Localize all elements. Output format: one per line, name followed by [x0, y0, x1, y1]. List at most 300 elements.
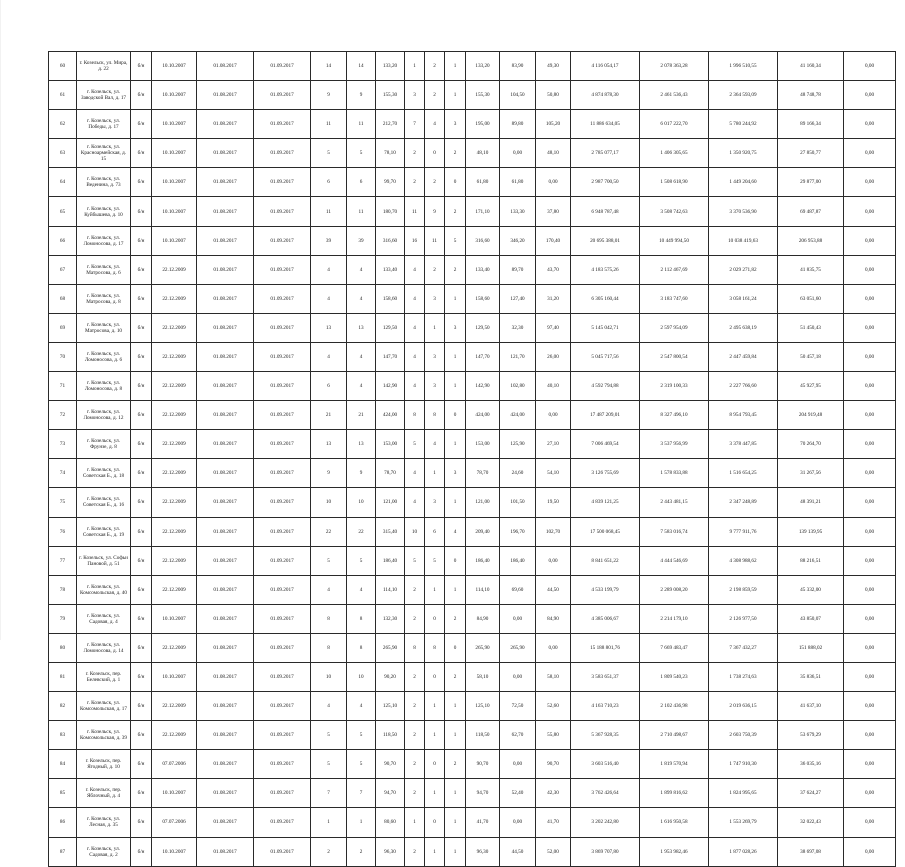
cell-rooms-total: 2 — [405, 750, 425, 779]
cell-municipal-area: 84,90 — [536, 604, 571, 633]
cell-rooms-total: 3 — [405, 81, 425, 110]
cell-rooms-private: 1 — [425, 779, 445, 808]
cell-row-number: 78 — [49, 575, 77, 604]
cell-program-date: 07.07.2006 — [152, 808, 197, 837]
cell-resettlement-start: 01.08.2017 — [197, 313, 254, 342]
cell-private-area: 0,00 — [500, 750, 536, 779]
cell-regional-funds: 3 370 536,90 — [709, 197, 778, 226]
cell-residents-relocated: 9 — [347, 459, 376, 488]
cell-rooms-municipal: 2 — [445, 139, 466, 168]
cell-rooms-total: 1 — [405, 808, 425, 837]
cell-program-date: 22.12.2009 — [152, 459, 197, 488]
cell-document-number: б/н — [131, 139, 152, 168]
cell-residents-relocated: 6 — [347, 168, 376, 197]
cell-resettlement-end: 01.09.2017 — [254, 401, 311, 430]
cell-relocated-area: 90,70 — [466, 750, 500, 779]
cell-residents-count: 7 — [311, 779, 347, 808]
cell-row-number: 64 — [49, 168, 77, 197]
cell-document-number: б/н — [131, 110, 152, 139]
cell-resettlement-start: 01.08.2017 — [197, 255, 254, 284]
cell-total-cost: 17 500 068,45 — [571, 517, 640, 546]
cell-rooms-total: 2 — [405, 837, 425, 866]
cell-relocated-area: 94,70 — [466, 779, 500, 808]
cell-extra-funds: 0,00 — [844, 430, 896, 459]
cell-extra-funds: 0,00 — [844, 342, 896, 371]
cell-row-number: 67 — [49, 255, 77, 284]
cell-residents-count: 14 — [311, 52, 347, 81]
cell-rooms-municipal: 1 — [445, 721, 466, 750]
cell-row-number: 80 — [49, 633, 77, 662]
cell-federal-funds: 1 953 982,46 — [640, 837, 709, 866]
cell-total-cost: 8 841 651,22 — [571, 546, 640, 575]
cell-total-area: 265,90 — [376, 633, 405, 662]
cell-private-area: 69,60 — [500, 575, 536, 604]
cell-program-date: 10.10.2007 — [152, 662, 197, 691]
cell-local-funds: 31 267,56 — [778, 459, 844, 488]
cell-regional-funds: 1 824 995,65 — [709, 779, 778, 808]
cell-extra-funds: 0,00 — [844, 284, 896, 313]
table-row — [49, 692, 896, 721]
cell-residents-relocated: 5 — [347, 750, 376, 779]
cell-residents-relocated: 13 — [347, 430, 376, 459]
cell-rooms-private: 0 — [425, 808, 445, 837]
cell-regional-funds: 1 350 920,75 — [709, 139, 778, 168]
cell-row-number: 68 — [49, 284, 77, 313]
cell-resettlement-start: 01.08.2017 — [197, 779, 254, 808]
cell-residents-count: 4 — [311, 342, 347, 371]
cell-residents-relocated: 4 — [347, 575, 376, 604]
cell-document-number: б/н — [131, 517, 152, 546]
cell-extra-funds: 0,00 — [844, 488, 896, 517]
cell-total-area: 132,30 — [376, 604, 405, 633]
cell-residents-relocated: 4 — [347, 284, 376, 313]
cell-program-date: 22.12.2009 — [152, 575, 197, 604]
cell-rooms-municipal: 1 — [445, 284, 466, 313]
cell-document-number: б/н — [131, 168, 152, 197]
cell-local-funds: 37 624,27 — [778, 779, 844, 808]
cell-row-number: 70 — [49, 342, 77, 371]
cell-private-area: 24,60 — [500, 459, 536, 488]
cell-residents-count: 4 — [311, 692, 347, 721]
cell-rooms-private: 0 — [425, 139, 445, 168]
cell-federal-funds: 1 819 570,94 — [640, 750, 709, 779]
cell-relocated-area: 265,90 — [466, 633, 500, 662]
cell-local-funds: 206 953,88 — [778, 226, 844, 255]
cell-total-cost: 2 987 700,50 — [571, 168, 640, 197]
cell-extra-funds: 0,00 — [844, 313, 896, 342]
cell-program-date: 10.10.2007 — [152, 81, 197, 110]
cell-municipal-area: 102,70 — [536, 517, 571, 546]
cell-rooms-total: 7 — [405, 110, 425, 139]
cell-document-number: б/н — [131, 837, 152, 866]
cell-rooms-municipal: 0 — [445, 168, 466, 197]
cell-local-funds: 63 051,60 — [778, 284, 844, 313]
cell-residents-count: 8 — [311, 604, 347, 633]
cell-residents-count: 10 — [311, 488, 347, 517]
cell-regional-funds: 2 495 638,19 — [709, 313, 778, 342]
cell-private-area: 83,90 — [500, 52, 536, 81]
cell-resettlement-end: 01.09.2017 — [254, 837, 311, 866]
cell-rooms-private: 0 — [425, 750, 445, 779]
cell-residents-count: 6 — [311, 372, 347, 401]
cell-residents-relocated: 5 — [347, 721, 376, 750]
cell-municipal-area: 55,80 — [536, 721, 571, 750]
cell-resettlement-end: 01.09.2017 — [254, 284, 311, 313]
cell-residents-relocated: 5 — [347, 546, 376, 575]
cell-rooms-private: 2 — [425, 168, 445, 197]
cell-extra-funds: 0,00 — [844, 692, 896, 721]
cell-document-number: б/н — [131, 604, 152, 633]
cell-rooms-private: 2 — [425, 255, 445, 284]
cell-rooms-total: 16 — [405, 226, 425, 255]
cell-rooms-total: 4 — [405, 255, 425, 284]
cell-extra-funds: 0,00 — [844, 721, 896, 750]
cell-rooms-private: 3 — [425, 372, 445, 401]
cell-rooms-private: 4 — [425, 430, 445, 459]
cell-regional-funds: 3 378 447,85 — [709, 430, 778, 459]
cell-private-area: 72,50 — [500, 692, 536, 721]
cell-extra-funds: 0,00 — [844, 110, 896, 139]
cell-municipal-area: 0,00 — [536, 633, 571, 662]
cell-residents-count: 39 — [311, 226, 347, 255]
cell-total-cost: 17 487 209,01 — [571, 401, 640, 430]
cell-address: г. Козельск, ул. Матросова, д. 6 — [77, 255, 131, 284]
table-row — [49, 721, 896, 750]
cell-extra-funds: 0,00 — [844, 837, 896, 866]
cell-residents-relocated: 39 — [347, 226, 376, 255]
cell-total-area: 316,60 — [376, 226, 405, 255]
cell-address: г. Козельск, ул. Софьи Пановой, д. 51 — [77, 546, 131, 575]
table-row — [49, 139, 896, 168]
cell-rooms-municipal: 0 — [445, 401, 466, 430]
cell-total-cost: 5 367 928,35 — [571, 721, 640, 750]
cell-resettlement-end: 01.09.2017 — [254, 604, 311, 633]
cell-resettlement-start: 01.08.2017 — [197, 662, 254, 691]
cell-rooms-municipal: 3 — [445, 110, 466, 139]
cell-row-number: 60 — [49, 52, 77, 81]
cell-address: г. Козельск, ул. Мира, д. 22 — [77, 52, 131, 81]
cell-total-area: 153,00 — [376, 430, 405, 459]
cell-local-funds: 41 160,34 — [778, 52, 844, 81]
cell-private-area: 0,00 — [500, 604, 536, 633]
cell-private-area: 125,90 — [500, 430, 536, 459]
cell-resettlement-end: 01.09.2017 — [254, 721, 311, 750]
cell-regional-funds: 5 780 244,92 — [709, 110, 778, 139]
cell-residents-relocated: 10 — [347, 488, 376, 517]
cell-resettlement-start: 01.08.2017 — [197, 692, 254, 721]
cell-private-area: 61,80 — [500, 168, 536, 197]
cell-resettlement-start: 01.08.2017 — [197, 197, 254, 226]
cell-residents-relocated: 5 — [347, 139, 376, 168]
cell-residents-count: 11 — [311, 197, 347, 226]
cell-rooms-municipal: 2 — [445, 662, 466, 691]
cell-relocated-area: 424,00 — [466, 401, 500, 430]
cell-local-funds: 48 391,21 — [778, 488, 844, 517]
cell-total-cost: 3 603 516,40 — [571, 750, 640, 779]
cell-resettlement-start: 01.08.2017 — [197, 633, 254, 662]
cell-total-cost: 4 385 006,67 — [571, 604, 640, 633]
cell-relocated-area: 121,00 — [466, 488, 500, 517]
cell-municipal-area: 0,00 — [536, 546, 571, 575]
table-body — [49, 52, 896, 867]
cell-residents-relocated: 2 — [347, 837, 376, 866]
cell-total-area: 96,30 — [376, 837, 405, 866]
cell-local-funds: 151 888,02 — [778, 633, 844, 662]
cell-document-number: б/н — [131, 255, 152, 284]
cell-federal-funds: 2 078 363,28 — [640, 52, 709, 81]
cell-residents-count: 4 — [311, 255, 347, 284]
cell-program-date: 22.12.2009 — [152, 488, 197, 517]
cell-address: г. Козельск, ул. Ломоносова, д. 12 — [77, 401, 131, 430]
cell-rooms-private: 1 — [425, 692, 445, 721]
cell-regional-funds: 7 367 432,27 — [709, 633, 778, 662]
cell-rooms-municipal: 3 — [445, 313, 466, 342]
cell-rooms-municipal: 1 — [445, 808, 466, 837]
cell-address: г. Козельск, пер. Белевский, д. 1 — [77, 662, 131, 691]
table-row — [49, 81, 896, 110]
cell-relocated-area: 48,10 — [466, 139, 500, 168]
cell-resettlement-end: 01.09.2017 — [254, 342, 311, 371]
cell-resettlement-end: 01.09.2017 — [254, 692, 311, 721]
cell-resettlement-end: 01.09.2017 — [254, 81, 311, 110]
cell-resettlement-start: 01.08.2017 — [197, 226, 254, 255]
table-row — [49, 662, 896, 691]
cell-resettlement-end: 01.09.2017 — [254, 313, 311, 342]
cell-regional-funds: 2 447 459,84 — [709, 342, 778, 371]
cell-extra-funds: 0,00 — [844, 633, 896, 662]
cell-rooms-private: 1 — [425, 459, 445, 488]
cell-relocated-area: 209,40 — [466, 517, 500, 546]
cell-private-area: 0,00 — [500, 662, 536, 691]
cell-row-number: 74 — [49, 459, 77, 488]
cell-private-area: 0,00 — [500, 808, 536, 837]
cell-private-area: 121,70 — [500, 342, 536, 371]
cell-total-cost: 4 533 199,79 — [571, 575, 640, 604]
cell-total-cost: 3 126 755,69 — [571, 459, 640, 488]
cell-program-date: 22.12.2009 — [152, 692, 197, 721]
cell-total-cost: 5 045 717,56 — [571, 342, 640, 371]
cell-address: г. Козельск, ул. Ломоносова, д. 6 — [77, 342, 131, 371]
cell-local-funds: 70 264,70 — [778, 430, 844, 459]
cell-total-area: 155,30 — [376, 81, 405, 110]
cell-total-cost: 5 145 042,71 — [571, 313, 640, 342]
cell-row-number: 81 — [49, 662, 77, 691]
cell-extra-funds: 0,00 — [844, 226, 896, 255]
cell-residents-relocated: 14 — [347, 52, 376, 81]
cell-rooms-total: 4 — [405, 459, 425, 488]
cell-local-funds: 88 216,51 — [778, 546, 844, 575]
cell-rooms-municipal: 1 — [445, 430, 466, 459]
cell-federal-funds: 2 112 467,69 — [640, 255, 709, 284]
cell-regional-funds: 2 029 271,82 — [709, 255, 778, 284]
cell-federal-funds: 2 102 436,98 — [640, 692, 709, 721]
cell-residents-relocated: 4 — [347, 692, 376, 721]
cell-row-number: 62 — [49, 110, 77, 139]
cell-regional-funds: 2 603 750,39 — [709, 721, 778, 750]
cell-total-area: 78,70 — [376, 459, 405, 488]
cell-resettlement-end: 01.09.2017 — [254, 546, 311, 575]
cell-row-number: 75 — [49, 488, 77, 517]
cell-relocated-area: 142,90 — [466, 372, 500, 401]
table-row — [49, 546, 896, 575]
cell-rooms-total: 4 — [405, 372, 425, 401]
cell-document-number: б/н — [131, 284, 152, 313]
cell-rooms-total: 2 — [405, 604, 425, 633]
cell-extra-funds: 0,00 — [844, 750, 896, 779]
cell-rooms-municipal: 1 — [445, 692, 466, 721]
cell-total-area: 114,10 — [376, 575, 405, 604]
cell-private-area: 346,20 — [500, 226, 536, 255]
cell-total-area: 133,40 — [376, 255, 405, 284]
cell-row-number: 83 — [49, 721, 77, 750]
cell-resettlement-start: 01.08.2017 — [197, 517, 254, 546]
cell-extra-funds: 0,00 — [844, 52, 896, 81]
cell-relocated-area: 155,30 — [466, 81, 500, 110]
cell-address: г. Козельск, ул. Лесная, д. 35 — [77, 808, 131, 837]
cell-regional-funds: 1 738 274,63 — [709, 662, 778, 691]
cell-municipal-area: 54,10 — [536, 459, 571, 488]
cell-regional-funds: 10 038 419,63 — [709, 226, 778, 255]
cell-relocated-area: 133,40 — [466, 255, 500, 284]
cell-relocated-area: 114,10 — [466, 575, 500, 604]
cell-address: г. Козельск, ул. Советская Б., д. 18 — [77, 459, 131, 488]
cell-rooms-total: 2 — [405, 692, 425, 721]
housing-register-table — [48, 51, 896, 867]
cell-rooms-municipal: 2 — [445, 255, 466, 284]
cell-rooms-total: 10 — [405, 517, 425, 546]
cell-extra-funds: 0,00 — [844, 168, 896, 197]
cell-residents-count: 10 — [311, 662, 347, 691]
cell-rooms-total: 1 — [405, 52, 425, 81]
cell-residents-count: 11 — [311, 110, 347, 139]
cell-residents-count: 5 — [311, 546, 347, 575]
cell-resettlement-end: 01.09.2017 — [254, 459, 311, 488]
cell-rooms-municipal: 1 — [445, 488, 466, 517]
table-row — [49, 372, 896, 401]
cell-row-number: 66 — [49, 226, 77, 255]
cell-private-area: 196,70 — [500, 517, 536, 546]
cell-private-area: 424,00 — [500, 401, 536, 430]
cell-federal-funds: 1 508 618,90 — [640, 168, 709, 197]
cell-regional-funds: 9 777 911,76 — [709, 517, 778, 546]
cell-residents-count: 2 — [311, 837, 347, 866]
cell-local-funds: 204 919,48 — [778, 401, 844, 430]
cell-resettlement-start: 01.08.2017 — [197, 52, 254, 81]
cell-resettlement-end: 01.09.2017 — [254, 110, 311, 139]
cell-municipal-area: 26,00 — [536, 342, 571, 371]
cell-municipal-area: 90,70 — [536, 750, 571, 779]
cell-relocated-area: 41,70 — [466, 808, 500, 837]
cell-residents-relocated: 21 — [347, 401, 376, 430]
cell-document-number: б/н — [131, 633, 152, 662]
cell-private-area: 44,50 — [500, 837, 536, 866]
table-row — [49, 52, 896, 81]
cell-rooms-total: 4 — [405, 284, 425, 313]
cell-local-funds: 41 835,75 — [778, 255, 844, 284]
cell-rooms-private: 5 — [425, 546, 445, 575]
cell-residents-relocated: 8 — [347, 633, 376, 662]
cell-address: г. Козельск, ул. Комсомольская, д. 39 — [77, 721, 131, 750]
cell-resettlement-start: 01.08.2017 — [197, 81, 254, 110]
cell-residents-relocated: 1 — [347, 808, 376, 837]
cell-federal-funds: 8 327 496,10 — [640, 401, 709, 430]
cell-resettlement-end: 01.09.2017 — [254, 197, 311, 226]
cell-residents-relocated: 13 — [347, 313, 376, 342]
cell-resettlement-start: 01.08.2017 — [197, 139, 254, 168]
cell-local-funds: 38 697,08 — [778, 837, 844, 866]
cell-federal-funds: 1 406 305,65 — [640, 139, 709, 168]
cell-total-cost: 4 839 121,25 — [571, 488, 640, 517]
cell-total-area: 121,00 — [376, 488, 405, 517]
cell-row-number: 69 — [49, 313, 77, 342]
cell-residents-count: 21 — [311, 401, 347, 430]
cell-regional-funds: 1 877 028,26 — [709, 837, 778, 866]
cell-rooms-private: 1 — [425, 837, 445, 866]
cell-program-date: 22.12.2009 — [152, 313, 197, 342]
cell-local-funds: 36 035,16 — [778, 750, 844, 779]
cell-federal-funds: 6 017 222,70 — [640, 110, 709, 139]
cell-relocated-area: 84,90 — [466, 604, 500, 633]
cell-rooms-private: 1 — [425, 313, 445, 342]
cell-federal-funds: 1 899 816,62 — [640, 779, 709, 808]
table-row — [49, 255, 896, 284]
cell-total-cost: 3 762 426,64 — [571, 779, 640, 808]
cell-private-area: 265,90 — [500, 633, 536, 662]
cell-residents-relocated: 10 — [347, 662, 376, 691]
cell-federal-funds: 1 616 950,58 — [640, 808, 709, 837]
cell-resettlement-start: 01.08.2017 — [197, 546, 254, 575]
cell-row-number: 87 — [49, 837, 77, 866]
cell-resettlement-start: 01.08.2017 — [197, 750, 254, 779]
cell-relocated-area: 118,50 — [466, 721, 500, 750]
cell-federal-funds: 2 319 100,33 — [640, 372, 709, 401]
cell-total-cost: 4 163 710,23 — [571, 692, 640, 721]
cell-address: г. Козельск, ул. Советская Б., д. 19 — [77, 517, 131, 546]
cell-resettlement-end: 01.09.2017 — [254, 575, 311, 604]
cell-regional-funds: 1 553 269,79 — [709, 808, 778, 837]
cell-rooms-municipal: 1 — [445, 837, 466, 866]
cell-residents-relocated: 4 — [347, 372, 376, 401]
cell-total-cost: 4 592 794,88 — [571, 372, 640, 401]
cell-regional-funds: 8 954 793,45 — [709, 401, 778, 430]
table-row — [49, 226, 896, 255]
table-row — [49, 284, 896, 313]
cell-resettlement-start: 01.08.2017 — [197, 575, 254, 604]
cell-private-area: 0,00 — [500, 139, 536, 168]
cell-rooms-municipal: 0 — [445, 546, 466, 575]
cell-relocated-area: 133,20 — [466, 52, 500, 81]
cell-total-cost: 3 869 707,80 — [571, 837, 640, 866]
cell-row-number: 86 — [49, 808, 77, 837]
cell-total-area: 147,70 — [376, 342, 405, 371]
cell-local-funds: 41 637,10 — [778, 692, 844, 721]
cell-total-area: 315,40 — [376, 517, 405, 546]
table-row — [49, 313, 896, 342]
cell-total-cost: 7 006 469,54 — [571, 430, 640, 459]
cell-rooms-total: 5 — [405, 546, 425, 575]
cell-rooms-municipal: 1 — [445, 575, 466, 604]
cell-extra-funds: 0,00 — [844, 779, 896, 808]
cell-rooms-total: 4 — [405, 313, 425, 342]
cell-total-cost: 20 695 388,01 — [571, 226, 640, 255]
cell-residents-count: 5 — [311, 139, 347, 168]
cell-row-number: 72 — [49, 401, 77, 430]
cell-resettlement-end: 01.09.2017 — [254, 488, 311, 517]
cell-private-area: 104,50 — [500, 81, 536, 110]
cell-rooms-municipal: 2 — [445, 197, 466, 226]
cell-regional-funds: 2 019 636,15 — [709, 692, 778, 721]
table-row — [49, 430, 896, 459]
